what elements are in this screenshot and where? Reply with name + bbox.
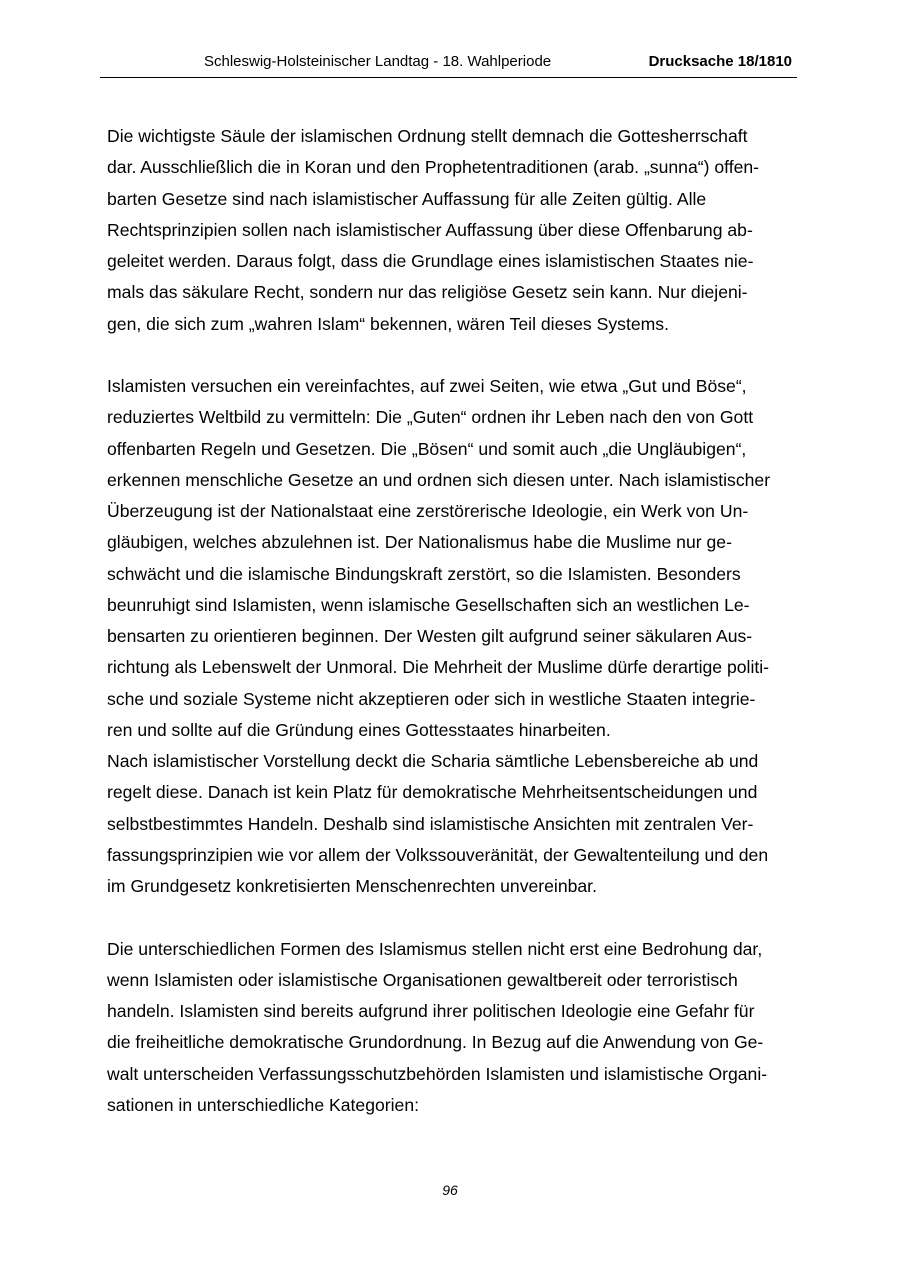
text-line: gläubigen, welches abzulehnen ist. Der Nationalismus habe die Muslime nur ge- [107, 532, 732, 553]
header-title: Schleswig-Holsteinischer Landtag - 18. Wahlperiode [204, 53, 552, 70]
text-line: Nach islamistischer Vorstellung deckt die Scharia sämtliche Lebensbereiche ab und [107, 751, 759, 771]
text-line: fassungsprinzipien wie vor allem der Volkssouveränität, der Gewaltenteilung und den [107, 844, 769, 865]
text-line: selbstbestimmtes Handeln. Deshalb sind islamistische Ansichten mit zentralen Ver- [107, 813, 754, 834]
text-line: richtung als Lebenswelt der Unmoral. Die Mehrheit der Muslime dürfe derartige politi- [107, 657, 770, 678]
text-line: reduziertes Weltbild zu vermitteln: Die „Guten“ ordnen ihr Leben nach den von Gott [107, 407, 754, 428]
text-line: handeln. Islamisten sind bereits aufgrund ihrer politischen Ideologie eine Gefahr für [107, 1001, 755, 1021]
text-line: walt unterscheiden Verfassungsschutzbehörden Islamisten und islamistische Organi- [107, 1063, 768, 1084]
paragraph [107, 371, 794, 902]
text-line: wenn Islamisten oder islamistische Organisationen gewaltbereit oder terroristisch [107, 969, 738, 990]
text-line: sche und soziale Systeme nicht akzeptieren oder sich in westliche Staaten integrie- [107, 688, 756, 709]
text-line: Islamisten versuchen ein vereinfachtes, auf zwei Seiten, wie etwa „Gut und Böse“, [107, 376, 747, 396]
text-line: schwächt und die islamische Bindungskraft zerstört, so die Islamisten. Besonders [107, 563, 741, 584]
text-line: regelt diese. Danach ist kein Platz für demokratische Mehrheitsentscheidungen und [107, 782, 758, 803]
text-line: sationen in unterschiedliche Kategorien: [107, 1094, 420, 1115]
text-line: die freiheitliche demokratische Grundordnung. In Bezug auf die Anwendung von Ge- [107, 1032, 764, 1053]
text-line: Rechtsprinzipien sollen nach islamistischer Auffassung über diese Offenbarung ab- [107, 219, 753, 240]
text-line: im Grundgesetz konkretisierten Menschenrechten unvereinbar. [107, 876, 597, 896]
text-line: erkennen menschliche Gesetze an und ordnen sich diesen unter. Nach islamistischer [107, 469, 771, 490]
paragraph-spacer [107, 340, 794, 371]
text-line: offenbarten Regeln und Gesetzen. Die „Bösen“ und somit auch „die Ungläubigen“, [107, 438, 747, 459]
text-line: dar. Ausschließlich die in Koran und den Prophetentraditionen (arab. „sunna“) offen- [107, 157, 760, 178]
text-line: ren und sollte auf die Gründung eines Gottesstaates hinarbeiten. [107, 719, 611, 740]
document-body [107, 121, 794, 1121]
text-line: Die wichtigste Säule der islamischen Ordnung stellt demnach die Gottesherrschaft [107, 126, 748, 146]
paragraph-spacer [107, 902, 794, 933]
text-line: mals das säkulare Recht, sondern nur das religiöse Gesetz sein kann. Nur diejeni- [107, 282, 748, 303]
text-line: beunruhigt sind Islamisten, wenn islamische Gesellschaften sich an westlichen Le- [107, 594, 750, 615]
text-line: bensarten zu orientieren beginnen. Der Westen gilt aufgrund seiner säkularen Aus- [107, 626, 753, 646]
paragraph [107, 934, 794, 1122]
paragraph [107, 121, 794, 340]
page-header [100, 50, 797, 78]
text-line: Überzeugung ist der Nationalstaat eine zerstörerische Ideologie, ein Werk von Un- [107, 501, 749, 521]
text-line: geleitet werden. Daraus folgt, dass die Grundlage eines islamistischen Staates nie- [107, 251, 754, 271]
document-number: Drucksache 18/1810 [648, 53, 792, 70]
text-line: barten Gesetze sind nach islamistischer Auffassung für alle Zeiten gültig. Alle [107, 188, 707, 209]
text-line: Die unterschiedlichen Formen des Islamismus stellen nicht erst eine Bedrohung dar, [107, 938, 763, 959]
page-number: 96 [442, 1182, 458, 1198]
text-line: gen, die sich zum „wahren Islam“ bekennen, wären Teil dieses Systems. [107, 313, 669, 334]
